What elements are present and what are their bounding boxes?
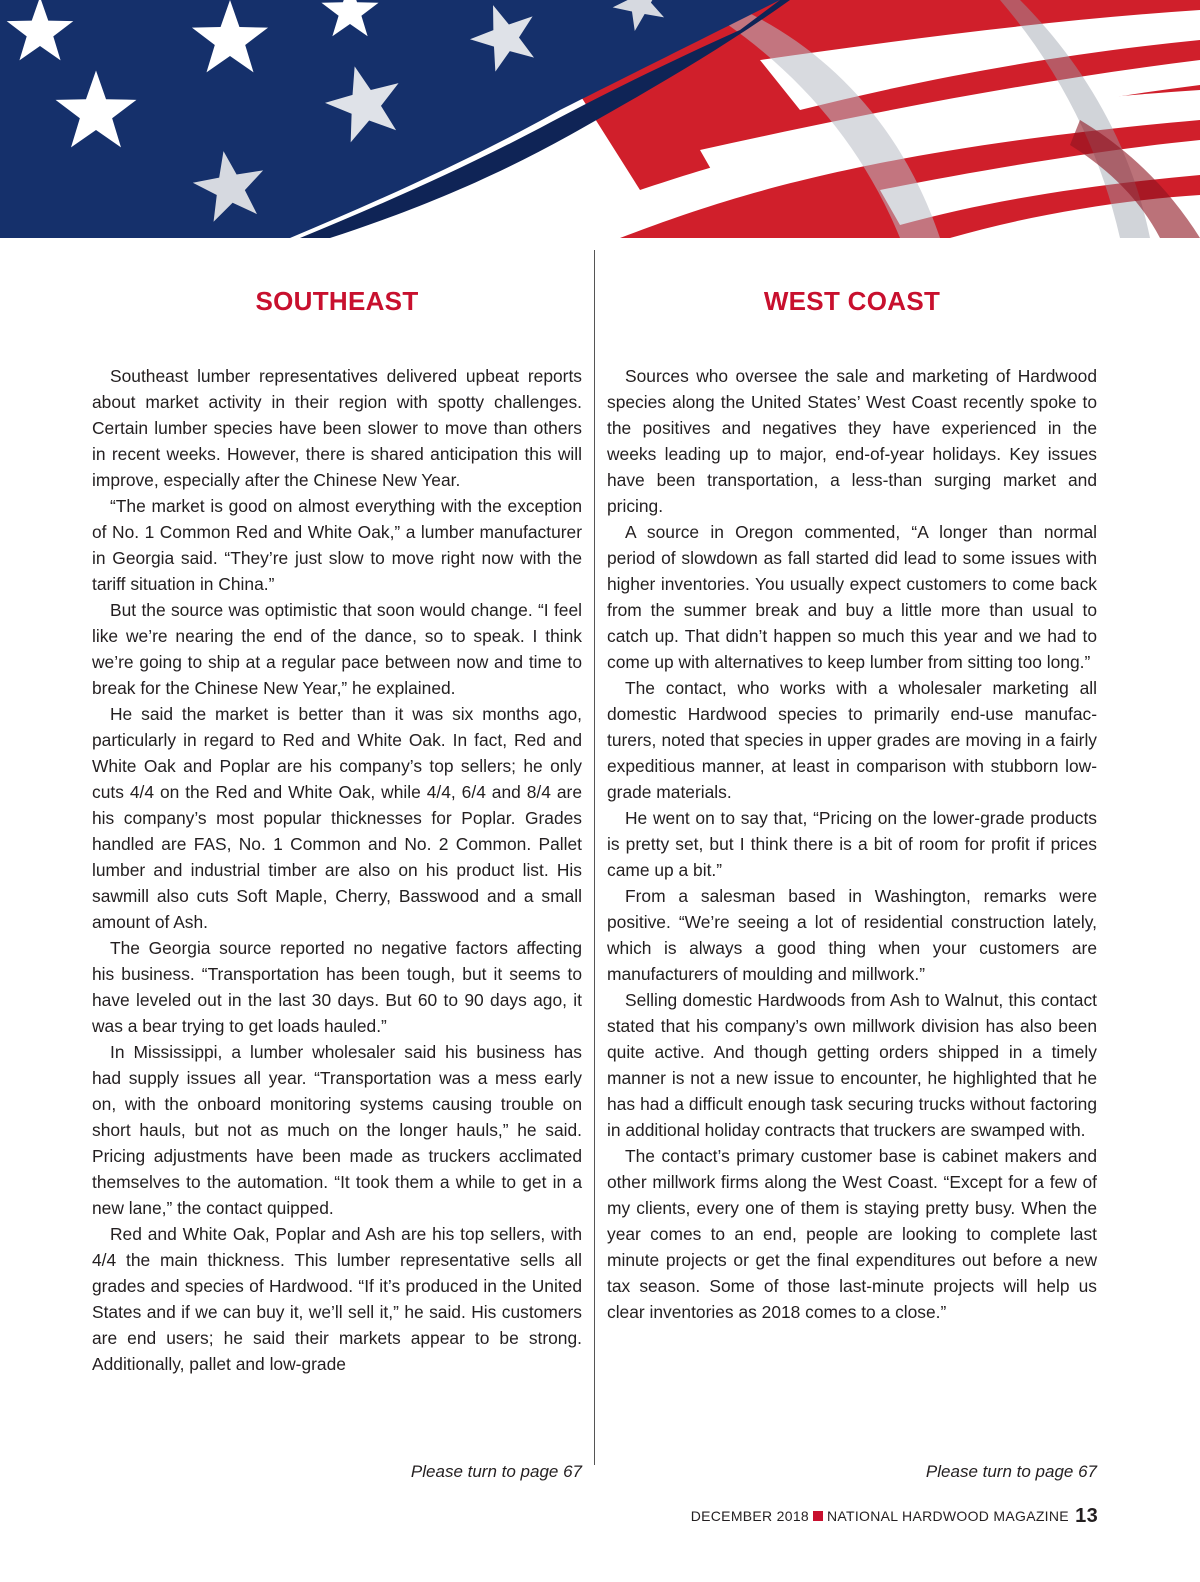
column-divider (594, 250, 595, 1465)
southeast-paragraph: “The market is good on almost everything with the exception of No. 1 Common Red and White Oak,” a lumber manufacturer in Georgia said. “They’re just slow to move right now with the tariff situation in China.” (92, 496, 582, 594)
southeast-paragraph: In Mississippi, a lumber wholesaler said his business has had supply issues all year. “Transportation was a mess early on, with the onboard monitoring systems causing trouble on short hauls, but not as much on the longer hauls,” he said. Pricing adjustments have been made as truckers acclimated themselves to the automation. “It took them a while to get in a new lane,” the contact quipped. (92, 1042, 582, 1218)
southeast-paragraph: Southeast lumber representatives delivered upbeat reports about market activity in their region with spotty challenges. Certain lumber species have been slower to move than others in recent weeks. However, there is shared anticipation this will improve, especially after the Chinese New Year. (92, 366, 582, 490)
west-coast-body (607, 363, 1097, 1325)
west-coast-heading: WEST COAST (763, 286, 941, 316)
southeast-heading: SOUTHEAST (255, 286, 419, 316)
southeast-continued: Please turn to page 67 (410, 1462, 582, 1481)
southeast-paragraph: The Georgia source reported no negative factors affecting his business. “Transportation has been tough, but it seems to have leveled out in the last 30 days. But 60 to 90 days ago, it was a bear trying to get loads hauled.” (92, 938, 582, 1036)
footer-magazine: NATIONAL HARDWOOD MAGAZINE (827, 1508, 1069, 1524)
west-coast-paragraph: The contact’s primary customer base is cabinet makers and other millwork firms along the West Coast. “Except for a few of my clients, every one of them is staying pretty busy. When the year comes to an end, people are looking to complete last minute projects or get the final expenditures out before a new tax season. Some of those last-minute projects will help us clear inventories as 2018 comes to a close.” (607, 1146, 1097, 1322)
southeast-body (92, 363, 582, 1377)
southeast-paragraph: Red and White Oak, Poplar and Ash are his top sellers, with 4/4 the main thickness. This lumber representative sells all grades and species of Hardwood. “If it’s produced in the United States and if we can buy it, we’ll sell it,” he said. His customers are end users; he said their markets appear to be strong. Additionally, pallet and low-grade (92, 1224, 582, 1374)
west-coast-continued: Please turn to page 67 (925, 1462, 1097, 1481)
west-coast-paragraph: He went on to say that, “Pricing on the lower-grade products is pretty set, but I think there is a bit of room for profit if prices came up a bit.” (607, 808, 1097, 880)
square-bullet-icon (813, 1511, 823, 1521)
west-coast-paragraph: A source in Oregon commented, “A longer than normal period of slowdown as fall started did lead to some issues with higher inventories. You usually expect customers to come back from the summer break and buy a little more than usual to catch up. That didn’t happen so much this year and we had to come up with alternatives to keep lumber from sitting too long.” (607, 522, 1097, 672)
page-footer (691, 1505, 1098, 1528)
west-coast-paragraph: Selling domestic Hardwoods from Ash to Walnut, this contact stated that his company’s own millwork division has also been quite active. And though getting orders shipped in a timely manner is not a new issue to encounter, he highlighted that he has had a difficult enough task securing trucks without factoring in additional holiday contracts that truckers are swamped with. (607, 990, 1097, 1140)
page-number: 13 (1075, 1505, 1098, 1527)
west-coast-paragraph: From a salesman based in Washington, remarks were positive. “We’re seeing a lot of residential construction lately, which is always a good thing when your customers are manufacturers of moulding and millwork.” (607, 886, 1097, 984)
southeast-paragraph: He said the market is better than it was six months ago, particularly in regard to Red and White Oak. In fact, Red and White Oak and Poplar are his company’s top sellers; he only cuts 4/4 on the Red and White Oak, while 4/4, 6/4 and 8/4 are his company’s most popular thicknesses for Poplar. Grades handled are FAS, No. 1 Common and No. 2 Common. Pallet lumber and industrial timber are also on his product list. His sawmill also cuts Soft Maple, Cherry, Basswood and a small amount of Ash. (92, 704, 582, 932)
american-flag-banner (0, 0, 1200, 238)
footer-issue: DECEMBER 2018 (690, 1508, 809, 1524)
southeast-paragraph: But the source was optimistic that soon would change. “I feel like we’re nearing the end of the dance, so to speak. I think we’re going to ship at a regular pace between now and time to break for the Chinese New Year,” he explained. (92, 600, 582, 698)
west-coast-paragraph: Sources who oversee the sale and marketing of Hardwood species along the United States’ West Coast recently spoke to the positives and negatives they have experienced in the weeks leading up to major, end-of-year holidays. Key issues have been transportation, a less-than surging market and pricing. (607, 366, 1097, 516)
west-coast-paragraph: The contact, who works with a wholesaler marketing all domestic Hardwood species to primarily end-use manufacturers, noted that species in upper grades are moving in a fairly expeditious manner, at least in comparison with stubborn low-grade materials. (607, 678, 1097, 802)
